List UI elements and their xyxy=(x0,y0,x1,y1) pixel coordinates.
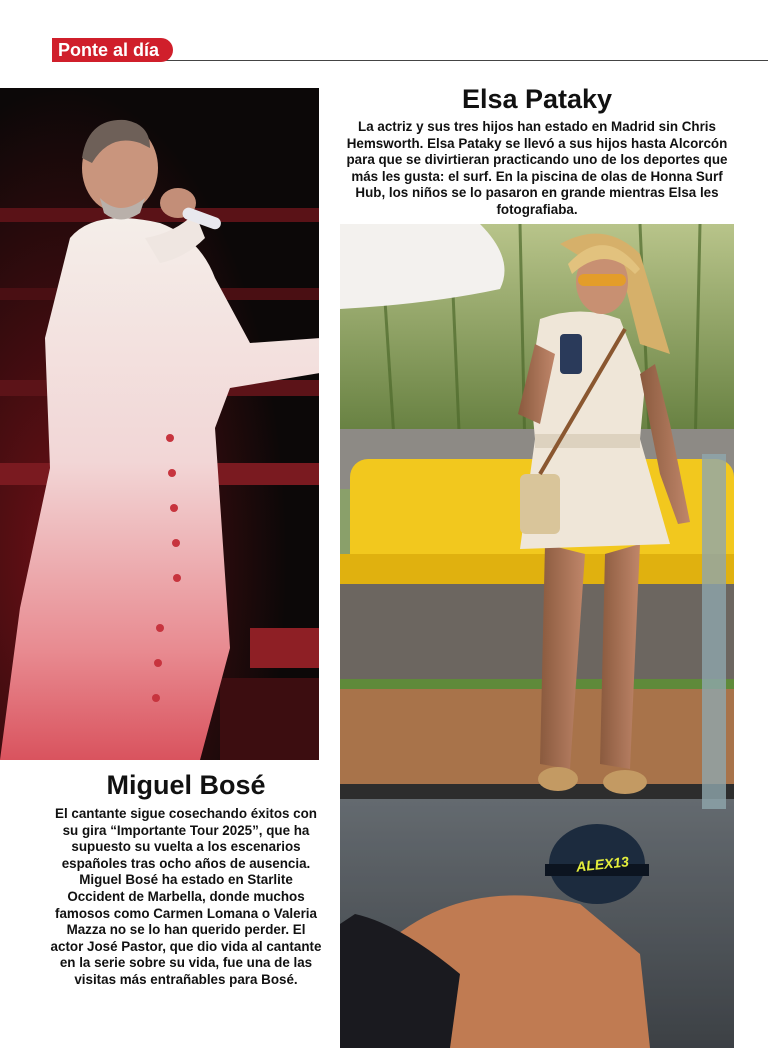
body-elsa-pataky: La actriz y sus tres hijos han estado en Madrid sin Chris Hemsworth. Elsa Pataky se llevó a sus hijos hasta Alcorcón para que se divirtieran practicando uno de los deportes que más les gusta: el surf. En la piscina de olas de Honna Surf Hub, los niños se lo pasaron en grande mientras Elsa les fotografiaba. xyxy=(346,119,728,217)
photo-miguel-bose xyxy=(0,88,319,760)
heading-elsa-pataky: Elsa Pataky xyxy=(461,84,613,114)
section-label: Ponte al día xyxy=(52,38,173,62)
helmet-logo-text: ALEX13 xyxy=(575,853,630,875)
body-miguel-bose: El cantante sigue cosechando éxitos con su gira “Importante Tour 2025”, que ha supuesto su vuelta a los escenarios españoles tras ocho años de ausencia. Miguel Bosé ha estado en Starlite Occident de Marbella, donde muchos famosos como Carmen Lomana o Valeria Mazza no se lo han querido perder. El actor José Pastor, que dio vida al cantante en la serie sobre su vida, fue una de las visitas más entrañables para Bosé. xyxy=(50,806,322,987)
photo-elsa-pataky xyxy=(340,224,734,1048)
heading-miguel-bose: Miguel Bosé xyxy=(106,770,266,800)
